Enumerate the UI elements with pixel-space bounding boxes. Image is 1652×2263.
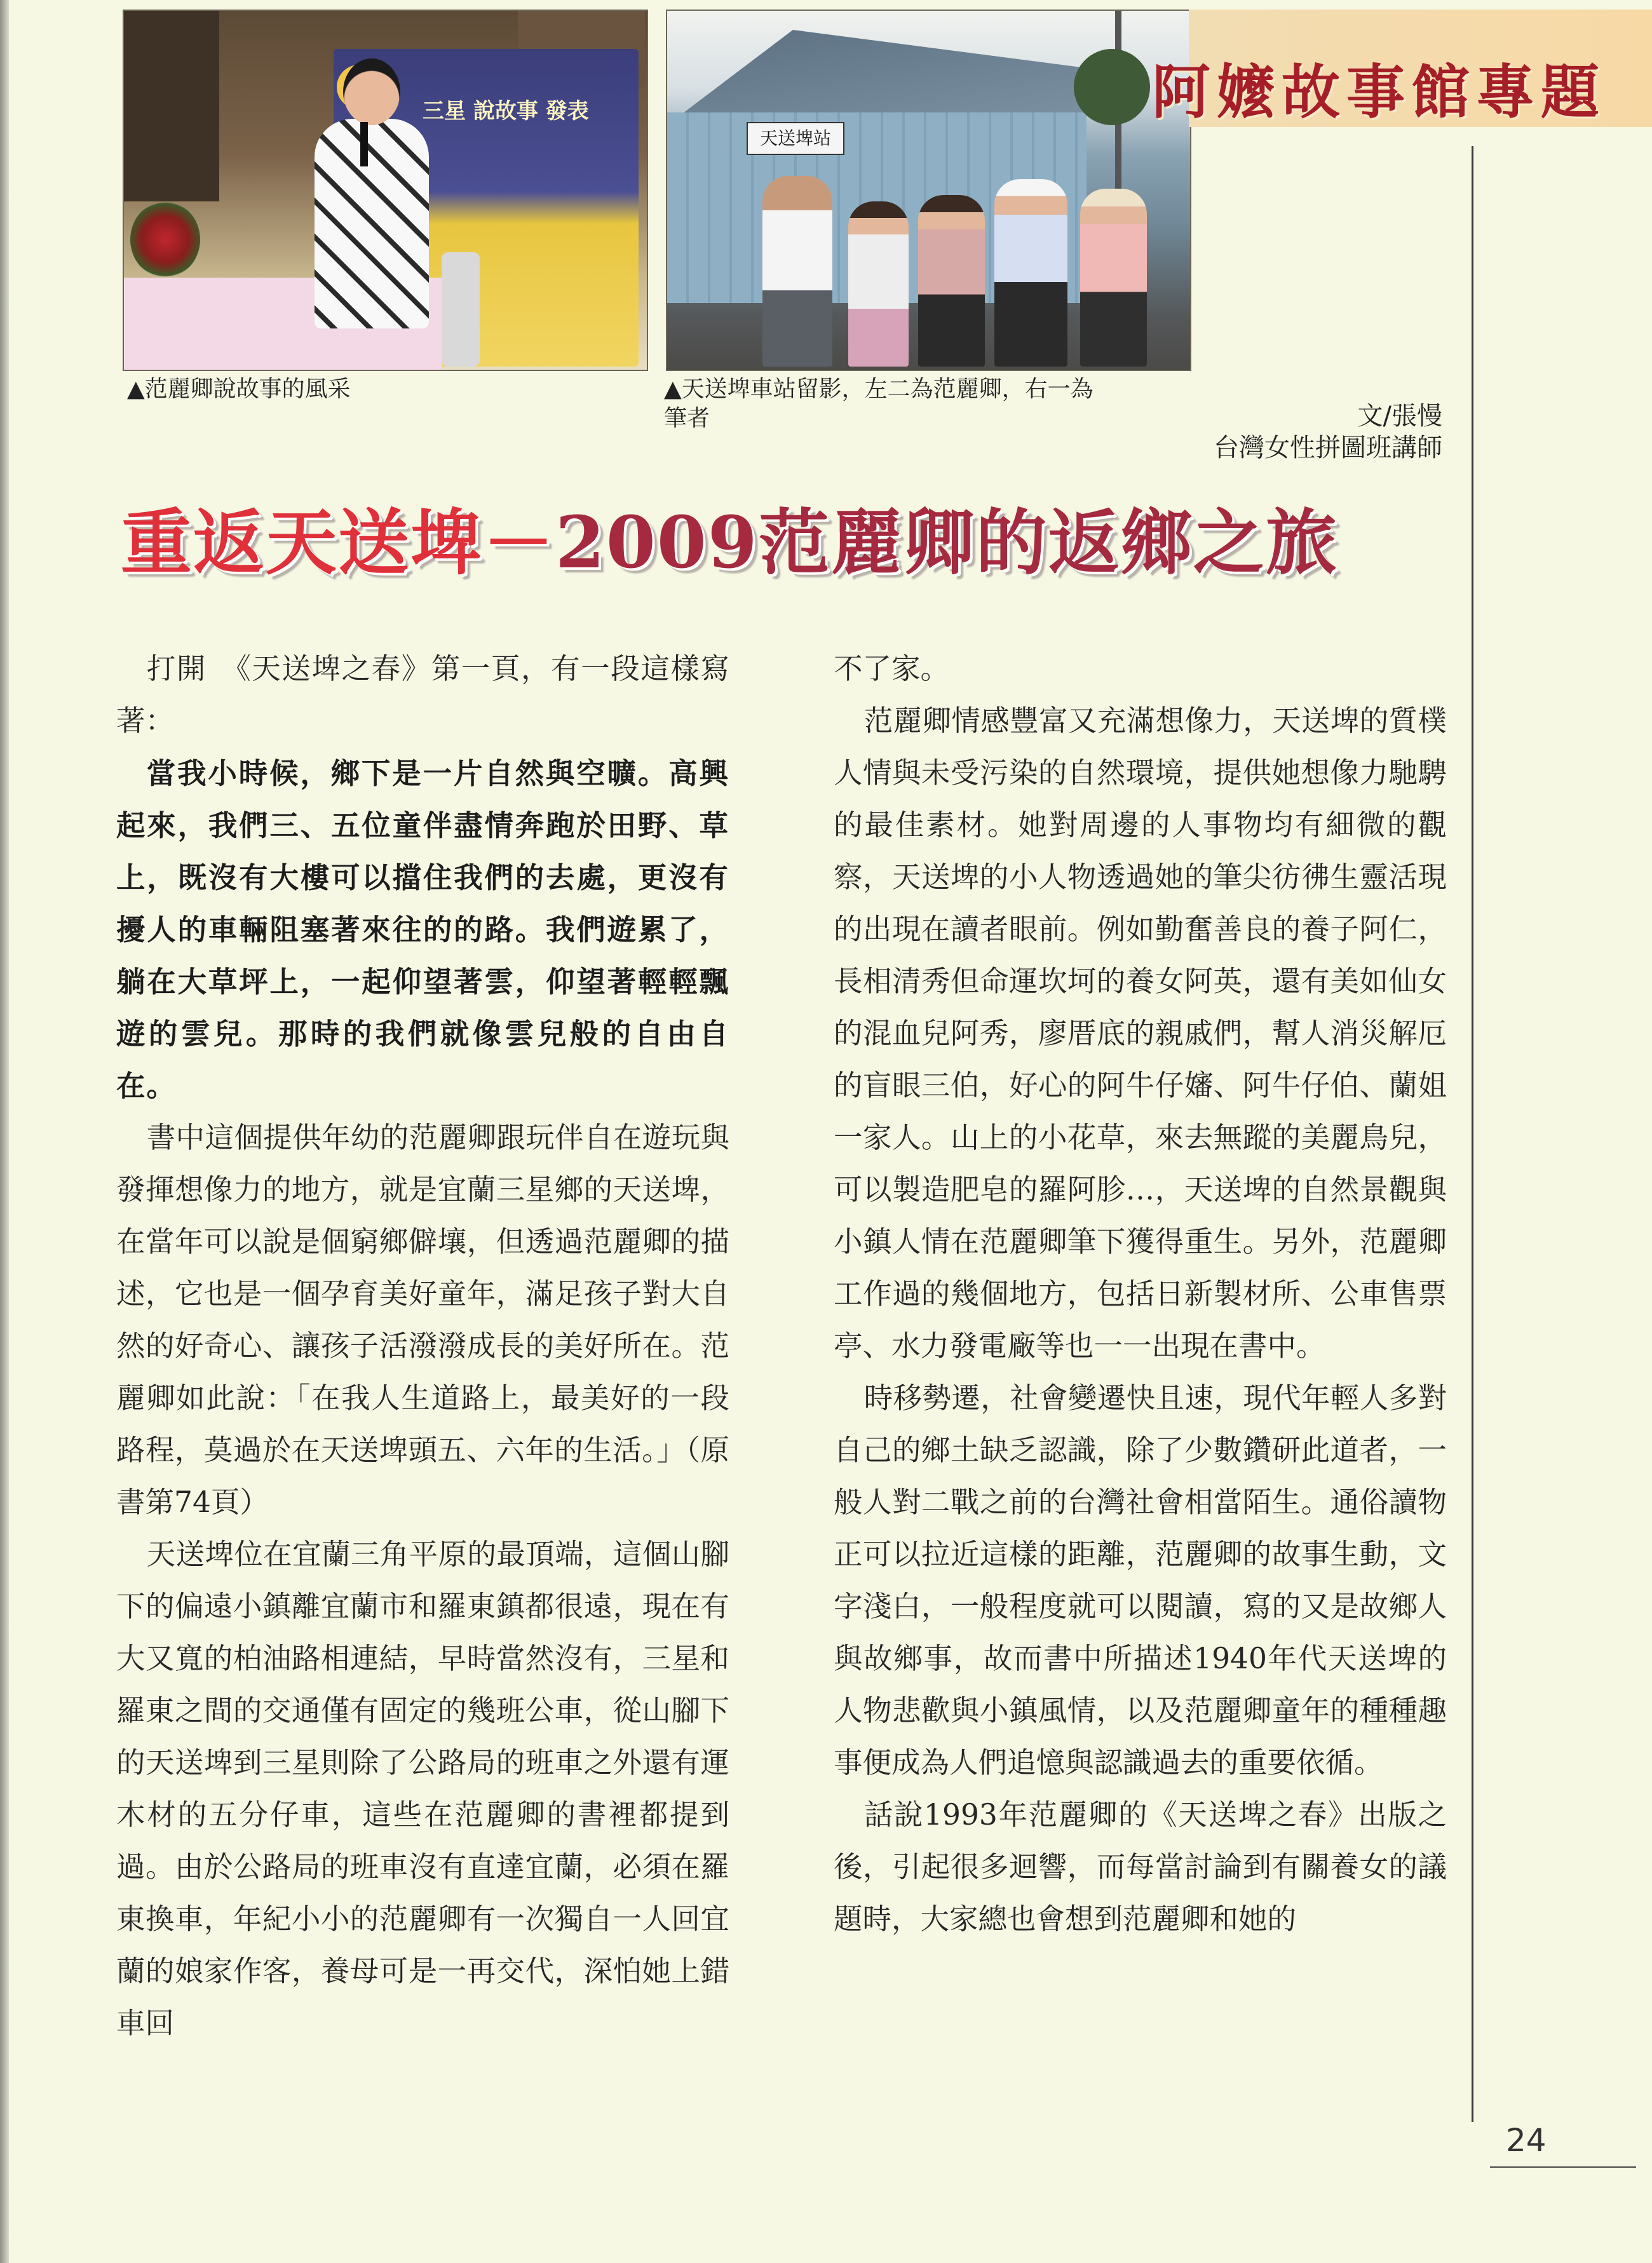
paragraph: 天送埤位在宜蘭三角平原的最頂端，這個山腳下的偏遠小鎮離宜蘭市和羅東鎮都很遠，現在有大又寬的柏油路相連結，早時當然沒有，三星和羅東之間的交通僅有固定的幾班公車，從山腳下的天送埤到三星則除了公路局的班車之外還有運木材的五分仔車，這些在范麗卿的書裡都提到過。由於公路局的班車沒有直達宜蘭，必須在羅東換車，年紀小小的范麗卿有一次獨自一人回宜蘭的娘家作客，養母可是一再交代，深怕她上錯車回 [116, 1537, 729, 2040]
article-title-part2: 2009范麗卿的返鄉之旅 [555, 501, 1338, 584]
microphone [360, 122, 368, 166]
paragraph: 話說1993年范麗卿的《天送埤之春》出版之後，引起很多迴響，而每當討論到有關養女的議題時，大家總也會想到范麗卿和她的 [834, 1798, 1447, 1936]
byline [978, 400, 1442, 464]
person-1 [762, 176, 832, 367]
byline-author: 文/張慢 [1357, 402, 1442, 431]
person-4 [994, 179, 1067, 367]
paragraph: 書中這個提供年幼的范麗卿跟玩伴自在遊玩與發揮想像力的地方，就是宜蘭三星鄉的天送埤，在當年可以說是個窮鄉僻壤，但透過范麗卿的描述，它也是一個孕育美好童年，滿足孩子對大自然的好奇心、讓孩子活潑潑成長的美好所在。范麗卿如此說：「在我人生道路上，最美好的一段路程，莫過於在天送埤頭五、六年的生活。」（原書第74頁） [116, 1121, 729, 1519]
page-edge [0, 0, 9, 2263]
person-5 [1080, 189, 1147, 367]
paragraph: 范麗卿情感豐富又充滿想像力，天送埤的質樸人情與未受污染的自然環境，提供她想像力馳騁的最佳素材。她對周邊的人事物均有細微的觀察，天送埤的小人物透過她的筆尖彷彿生靈活現的出現在讀者眼前。例如勤奮善良的養子阿仁，長相清秀但命運坎坷的養女阿英，還有美如仙女的混血兒阿秀，廖厝底的親戚們，幫人消災解厄的盲眼三伯，好心的阿牛仔嬸、阿牛仔伯、蘭姐一家人。山上的小花草，來去無蹤的美麗鳥兒，可以製造肥皂的羅阿胗…，天送埤的自然景觀與小鎮人情在范麗卿筆下獲得重生。另外，范麗卿工作過的幾個地方，包括日新製材所、公車售票亭、水力發電廠等也一一出現在書中。 [834, 704, 1447, 1363]
section-title: 阿嬤故事館專題 [1151, 58, 1606, 126]
body-column-left [116, 643, 729, 2050]
body-column-right [834, 643, 1447, 1945]
article-title [121, 486, 1455, 588]
station-photo [666, 10, 1191, 371]
article-title-part1: 重返天送埤－ [121, 501, 555, 584]
paragraph-continued: 不了家。 [834, 652, 950, 686]
page-number: 24 [1506, 2122, 1547, 2159]
banner-text: 三星 說故事 發表 [423, 98, 589, 124]
station-roof [667, 30, 1087, 125]
photo-window-left [124, 11, 219, 201]
photo-caption-station: ▲天送埤車站留影，左二為范麗卿，右一為筆者 [664, 376, 1093, 431]
page-number-rule [1490, 2166, 1636, 2168]
chair [442, 252, 480, 367]
column-rule [1472, 146, 1473, 2122]
tree [1074, 49, 1150, 125]
photo-caption-storyteller: ▲范麗卿說故事的風采 [127, 376, 351, 402]
speaker-head [343, 58, 400, 125]
paragraph: 時移勢遷，社會變遷快且速，現代年輕人多對自己的鄉土缺乏認識，除了少數鑽研此道者，一般人對二戰之前的台灣社會相當陌生。通俗讀物正可以拉近這樣的距離，范麗卿的故事生動，文字淺白，一般程度就可以閱讀，寫的又是故鄉人與故鄉事，故而書中所描述1940年代天送埤的人物悲歡與小鎮風情，以及范麗卿童年的種種趣事便成為人們追憶與認識過去的重要依循。 [834, 1381, 1447, 1780]
storyteller-photo [123, 10, 648, 371]
person-3 [918, 195, 985, 367]
speaker-body [315, 119, 429, 328]
paragraph: 打開 《天送埤之春》第一頁，有一段這樣寫著： [116, 652, 729, 738]
person-2 [848, 201, 909, 367]
station-sign: 天送埤站 [747, 122, 844, 155]
quoted-passage: 當我小時候，鄉下是一片自然與空曠。高興起來，我們三、五位童伴盡情奔跑於田野、草上，既沒有大樓可以擋住我們的去處，更沒有擾人的車輛阻塞著來往的的路。我們遊累了，躺在大草坪上，一起仰望著雲，仰望著輕輕飄遊的雲兒。那時的我們就像雲兒般的自由自在。 [116, 756, 729, 1103]
byline-role: 台灣女性拼圖班講師 [1214, 433, 1442, 463]
flowers [130, 201, 200, 278]
